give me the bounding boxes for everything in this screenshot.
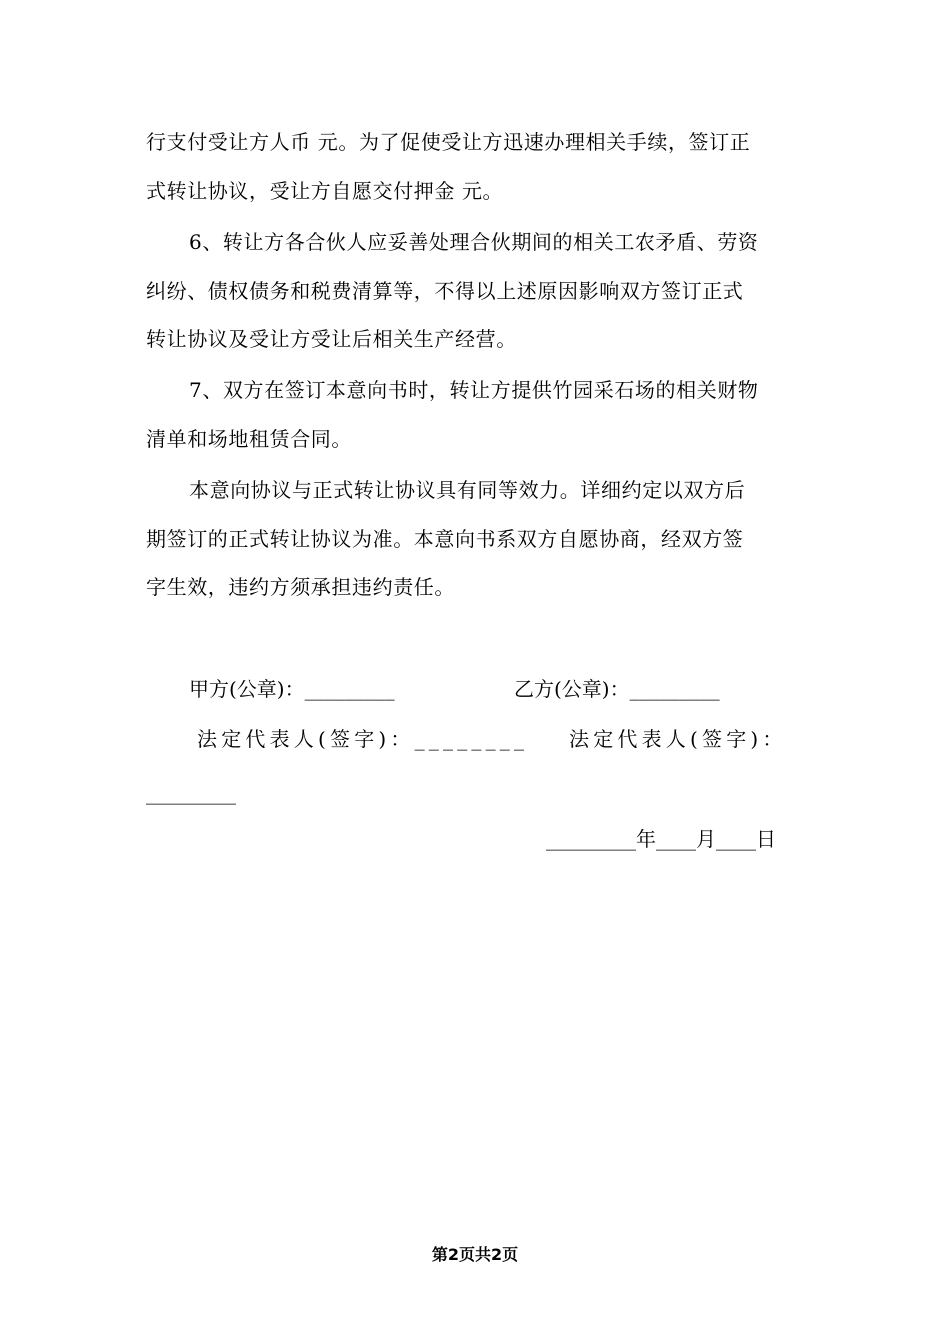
paragraph-line: 6、转让方各合伙人应妥善处理合伙期间的相关工农矛盾、劳资 [189, 230, 759, 254]
paragraph-line: 本意向协议与正式转让协议具有同等效力。详细约定以双方后 [189, 478, 746, 502]
party-b-representative-line: 法定代表人(签字)： [569, 727, 787, 751]
party-a-seal-line: 甲方(公章)：_________ [189, 677, 395, 701]
party-b-representative-blank: _________ [146, 781, 236, 805]
paragraph-line: 期签订的正式转让协议为准。本意向书系双方自愿协商，经双方签 [146, 526, 744, 551]
paragraph-line: 字生效，违约方须承担违约责任。 [146, 575, 455, 599]
signing-date-line: _________年____月____日 [546, 827, 776, 851]
paragraph-line: 7、双方在签订本意向书时，转让方提供竹园采石场的相关财物 [189, 378, 759, 402]
paragraph-effect [146, 466, 806, 612]
party-b-seal-line: 乙方(公章)：_________ [514, 677, 720, 701]
paragraph-clause-6 [146, 218, 806, 364]
paragraph-line: 式转让协议，受让方自愿交付押金 元。 [146, 178, 504, 203]
paragraph-line: 清单和场地租赁合同。 [146, 426, 352, 451]
paragraph-payment [146, 118, 806, 215]
paragraph-line: 纠纷、债权债务和税费清算等，不得以上述原因影响双方签订正式 [146, 278, 744, 303]
paragraph-line: 转让协议及受让方受让后相关生产经营。 [146, 327, 517, 351]
page-number-footer: 第2页共2页 [431, 1245, 519, 1264]
paragraph-line: 行支付受让方人币 元。为了促使受让方迅速办理相关手续，签订正 [146, 130, 751, 154]
party-a-representative-line: 法定代表人(签字)：________ [197, 727, 529, 751]
paragraph-clause-7 [146, 366, 806, 463]
